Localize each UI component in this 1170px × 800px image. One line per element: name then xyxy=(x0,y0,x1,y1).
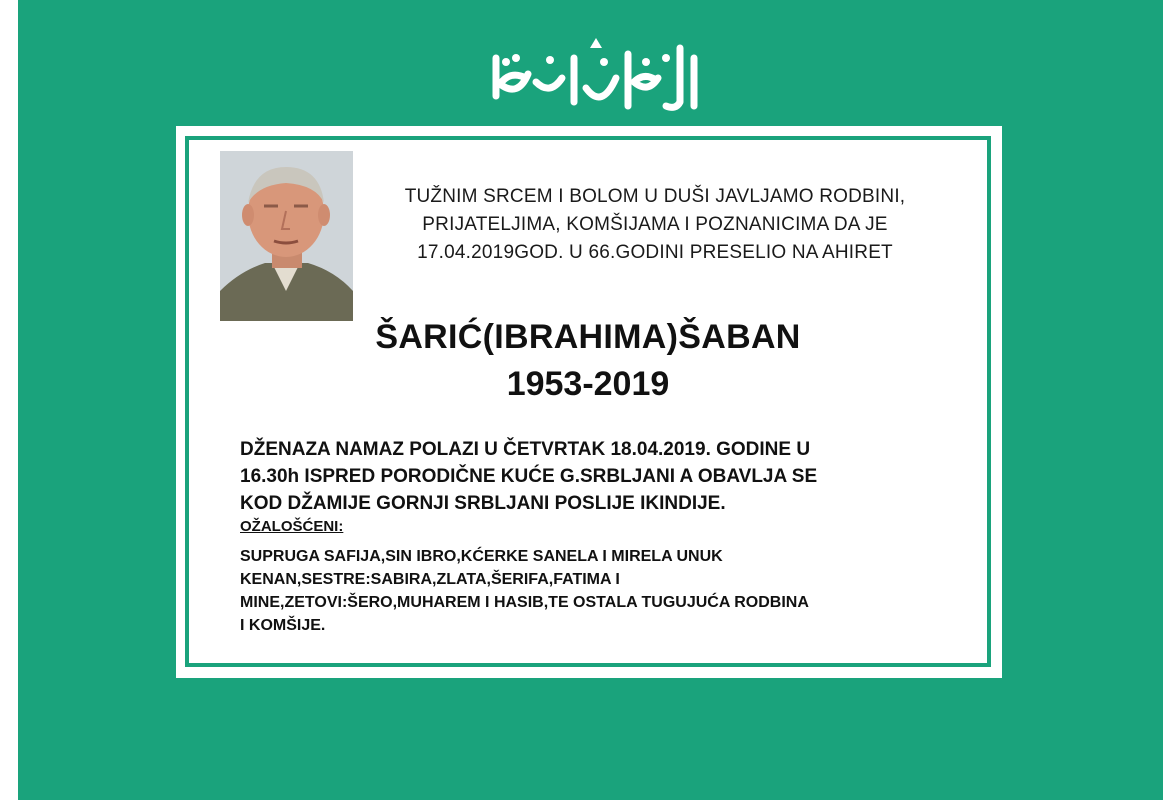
intro-line: PRIJATELJIMA, KOMŠIJAMA I POZNANICIMA DA JE xyxy=(422,214,888,235)
announcement-intro xyxy=(355,183,955,267)
intro-line: 17.04.2019GOD. U 66.GODINI PRESELIO NA AHIRET xyxy=(417,242,893,263)
mourners-heading: OŽALOŠĆENI: xyxy=(240,518,344,535)
funeral-line: KOD DŽAMIJE GORNJI SRBLJANI POSLIJE IKINDIJE. xyxy=(240,493,726,514)
intro-line: TUŽNIM SRCEM I BOLOM U DUŠI JAVLJAMO RODBINI, xyxy=(404,186,906,207)
mourners-line: MINE,ZETOVI:ŠERO,MUHAREM I HASIB,TE OSTALA TUGUJUĆA RODBINA xyxy=(240,594,809,611)
deceased-portrait-photo xyxy=(220,151,353,321)
mourners-list xyxy=(240,545,960,637)
life-years: 1953-2019 xyxy=(506,365,670,403)
mourners-line: SUPRUGA SAFIJA,SIN IBRO,KĆERKE SANELA I MIRELA UNUK xyxy=(240,548,723,565)
mourners-line: I KOMŠIJE. xyxy=(240,617,326,634)
arabic-calligraphy-logo xyxy=(470,18,710,118)
funeral-details xyxy=(240,436,960,517)
funeral-line: 16.30h ISPRED PORODIČNE KUĆE G.SRBLJANI A OBAVLJA SE xyxy=(240,466,818,487)
funeral-line: DŽENAZA NAMAZ POLAZI U ČETVRTAK 18.04.2019. GODINE U xyxy=(240,439,811,460)
deceased-name: ŠARIĆ(IBRAHIMA)ŠABAN xyxy=(375,318,801,356)
mourners-line: KENAN,SESTRE:SABIRA,ZLATA,ŠERIFA,FATIMA I xyxy=(240,571,620,588)
